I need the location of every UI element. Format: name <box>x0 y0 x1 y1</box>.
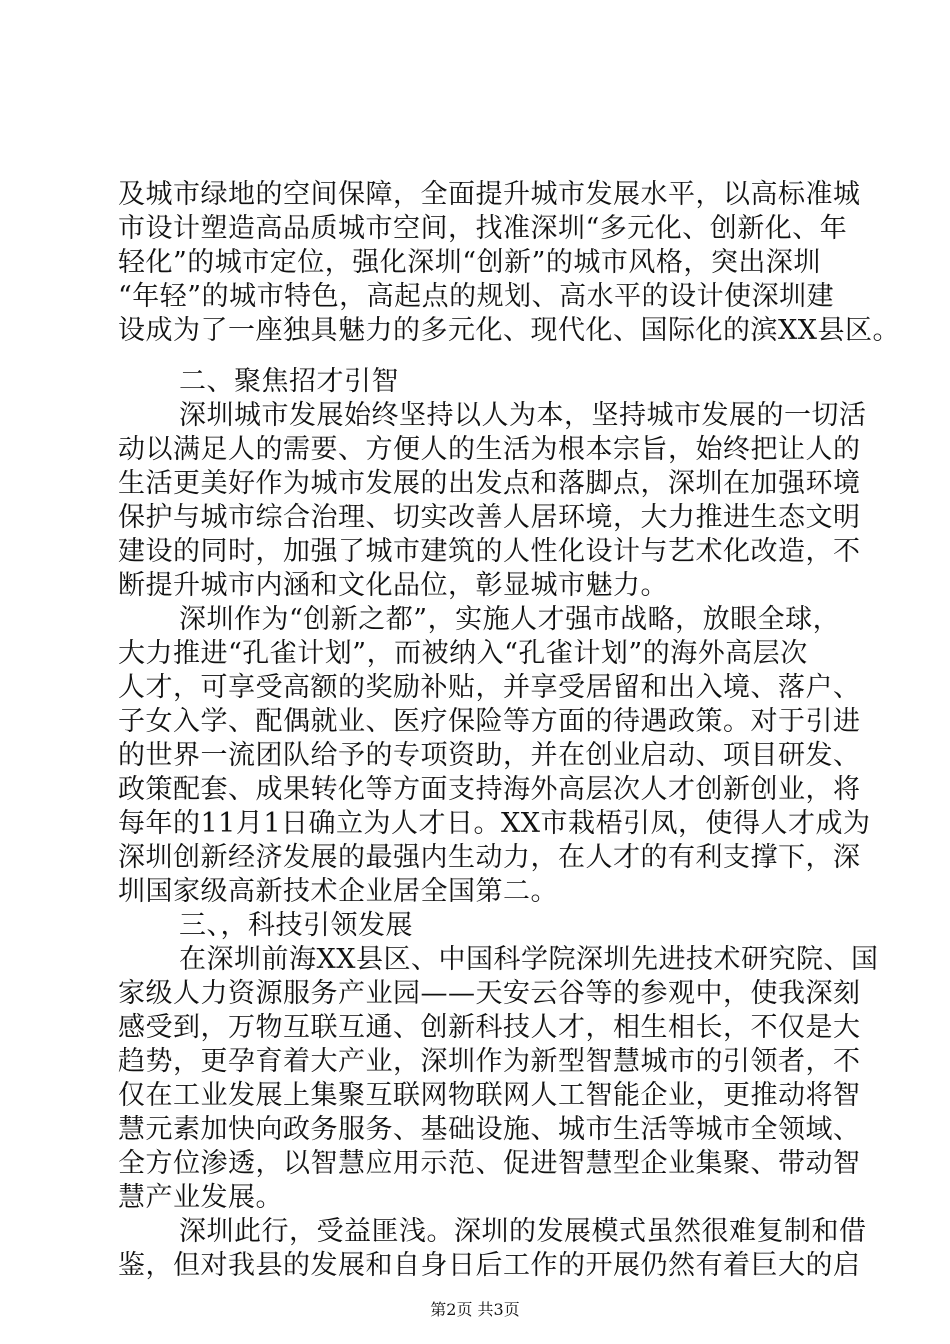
paragraph-line: 保护与城市综合治理、切实改善人居环境，大力推进生态文明 <box>118 502 861 533</box>
paragraph-line: 的世界一流团队给予的专项资助，并在创业启动、项目研发、 <box>118 740 861 771</box>
paragraph-line: 人才，可享受高额的奖励补贴，并享受居留和出入境、落户、 <box>118 672 861 703</box>
paragraph-line: 仅在工业发展上集聚互联网物联网人工智能企业，更推动将智 <box>118 1080 861 1111</box>
paragraph-line: 圳国家级高新技术企业居全国第二。 <box>118 876 558 907</box>
paragraph-line: 深圳作为“创新之都”，实施人才强市战略，放眼全球， <box>179 604 841 635</box>
section-heading: 三、，科技引领发展 <box>179 910 413 941</box>
paragraph-line: 生活更美好作为城市发展的出发点和落脚点，深圳在加强环境 <box>118 468 861 499</box>
paragraph-line: 大力推进“孔雀计划”，而被纳入“孔雀计划”的海外高层次 <box>118 638 808 669</box>
paragraph-line: 市设计塑造高品质城市空间，找准深圳“多元化、创新化、年 <box>118 213 848 244</box>
paragraph-line: 政策配套、成果转化等方面支持海外高层次人才创新创业，将 <box>118 774 861 805</box>
paragraph-line: 建设的同时，加强了城市建筑的人性化设计与艺术化改造，不 <box>118 536 861 567</box>
paragraph-line: 趋势，更孕育着大产业，深圳作为新型智慧城市的引领者，不 <box>118 1046 861 1077</box>
paragraph-line: 在深圳前海XX县区、中国科学院深圳先进技术研究院、国 <box>179 944 879 975</box>
page-number-footer: 第2页 共3页 <box>430 1300 520 1319</box>
section-heading: 二、聚焦招才引智 <box>179 366 399 397</box>
paragraph-line: 家级人力资源服务产业园——天安云谷等的参观中，使我深刻 <box>118 978 861 1009</box>
paragraph-line: 全方位渗透，以智慧应用示范、促进智慧型企业集聚、带动智 <box>118 1148 861 1179</box>
paragraph-line: 设成为了一座独具魅力的多元化、现代化、国际化的滨XX县区。 <box>118 315 900 346</box>
paragraph-line: 动以满足人的需要、方便人的生活为根本宗旨，始终把让人的 <box>118 434 861 465</box>
paragraph-line: 深圳此行，受益匪浅。深圳的发展模式虽然很难复制和借 <box>179 1216 867 1247</box>
paragraph-line: 轻化”的城市定位，强化深圳“创新”的城市风格，突出深圳 <box>118 247 821 278</box>
paragraph-line: 鉴，但对我县的发展和自身日后工作的开展仍然有着巨大的启 <box>118 1250 861 1281</box>
paragraph-line: 深圳城市发展始终坚持以人为本，坚持城市发展的一切活 <box>179 400 867 431</box>
paragraph-line: 感受到，万物互联互通、创新科技人才，相生相长，不仅是大 <box>118 1012 861 1043</box>
paragraph-line: 及城市绿地的空间保障，全面提升城市发展水平，以高标准城 <box>118 179 861 210</box>
paragraph-line: 深圳创新经济发展的最强内生动力，在人才的有利支撑下，深 <box>118 842 861 873</box>
paragraph-line: 慧元素加快向政务服务、基础设施、城市生活等城市全领域、 <box>118 1114 861 1145</box>
paragraph-line: 断提升城市内涵和文化品位，彰显城市魅力。 <box>118 570 668 601</box>
paragraph-line: 每年的11月1日确立为人才日。XX市栽梧引凤，使得人才成为 <box>118 808 871 839</box>
paragraph-line: 慧产业发展。 <box>118 1182 283 1213</box>
paragraph-line: “年轻”的城市特色，高起点的规划、高水平的设计使深圳建 <box>118 281 835 312</box>
paragraph-line: 子女入学、配偶就业、医疗保险等方面的待遇政策。对于引进 <box>118 706 861 737</box>
